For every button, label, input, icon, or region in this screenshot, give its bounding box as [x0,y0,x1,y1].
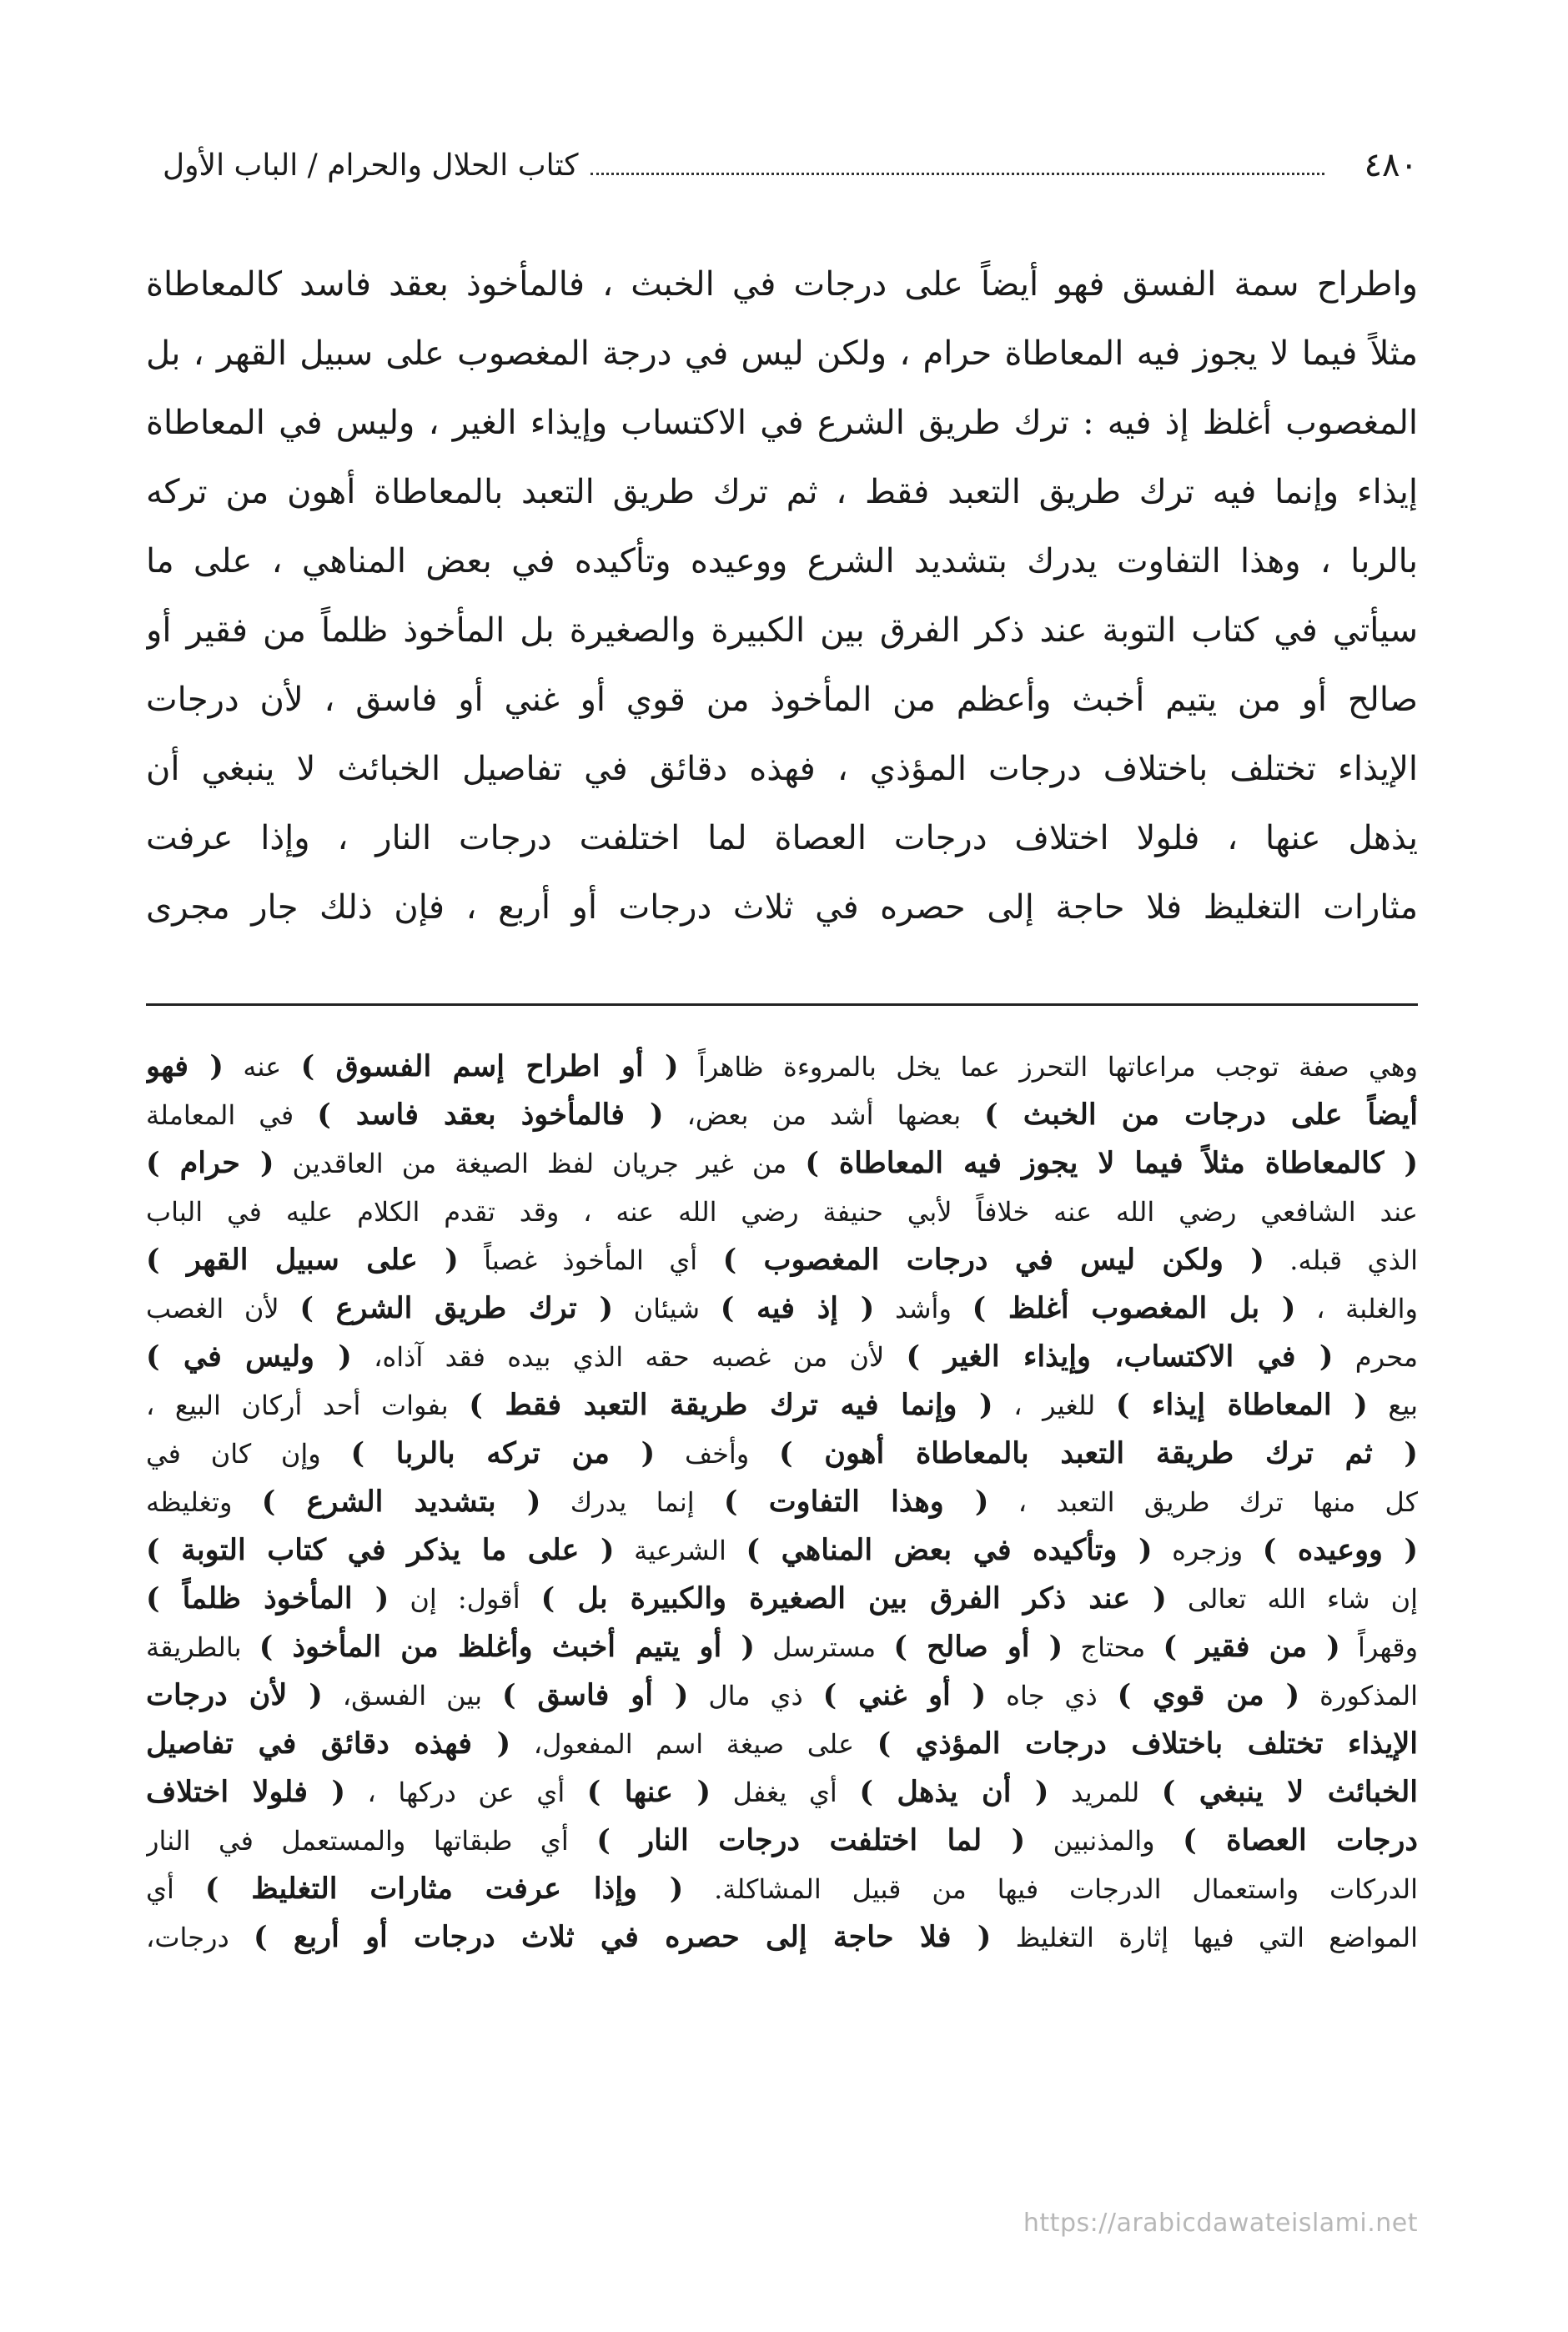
quoted-matn-segment: ( حرام ) [146,1146,274,1180]
commentary-line [146,1139,1418,1188]
commentary-segment: عنه [223,1051,301,1083]
quoted-matn-segment: ( كالمعاطاة مثلاً فيما لا يجوز فيه المعاطاة ) [805,1146,1418,1180]
commentary-segment: بين الفسق، [322,1680,502,1711]
quoted-matn-segment: ( أن يذهل ) [859,1775,1049,1809]
commentary-segment: والغلبة ، [1295,1293,1418,1324]
main-text-line: مثارات التغليظ فلا حاجة إلى حصره في ثلاث درجات أو أربع ، فإن ذلك جار مجرى [146,888,1418,927]
commentary-line [146,1768,1418,1817]
commentary-segment: بيع [1367,1390,1418,1421]
commentary-segment: أي يغفل [711,1777,860,1808]
commentary-segment: لأن الغصب [146,1293,300,1324]
commentary-segment: أقول: إن [389,1583,541,1615]
commentary-line [146,1865,1418,1913]
commentary-segment: عند الشافعي رضي الله عنه خلافاً لأبي حنيفة رضي الله عنه ، وقد تقدم الكلام عليه في الباب [146,1196,1418,1228]
watermark-url: https://arabicdawateislami.net [1023,2209,1418,2238]
commentary-segment: الدركات واستعمال الدرجات فيها من قبيل المشاكلة. [683,1873,1418,1905]
quoted-matn-segment: ( وليس في ) [146,1339,352,1374]
dotted-leader [591,173,1324,175]
main-text-line: بالربا ، وهذا التفاوت يدرك بتشديد الشرع ووعيده وتأكيده في بعض المناهي ، على ما [146,542,1418,580]
commentary-segment: كل منها ترك طريق التعبد ، [988,1486,1418,1518]
commentary-segment: المذكورة [1299,1680,1418,1711]
quoted-matn-segment: ( وتأكيده في بعض المناهي ) [746,1533,1153,1567]
page-header [163,140,1418,190]
quoted-matn-segment: ( ووعيده ) [1262,1533,1418,1567]
commentary-segment: أي طبقاتها والمستعمل في النار [146,1825,597,1857]
commentary-segment: على صيغة اسم المفعول، [510,1728,877,1760]
quoted-matn-segment: ( أو فاسق ) [501,1678,689,1712]
quoted-matn-segment: ( على ما يذكر في كتاب التوبة ) [146,1533,615,1567]
main-text-line: المغصوب أغلظ إذ فيه : ترك طريق الشرع في الاكتساب وإيذاء الغير ، وليس في المعاطاة [146,404,1418,442]
quoted-matn-segment: ( من تركه بالربا ) [350,1436,656,1470]
footnote-separator [146,1003,1418,1006]
commentary-segment: وقهراً [1339,1631,1418,1663]
quoted-matn-segment: ( وهذا التفاوت ) [723,1485,989,1519]
commentary-segment: والمذنبين [1025,1825,1184,1857]
commentary-segment: بالطريقة [146,1631,259,1663]
commentary-line [146,1333,1418,1381]
commentary-segment: لأن من غصبه حقه الذي بيده فقد آذاه، [351,1341,907,1373]
main-text-line: إيذاء وإنما فيه ترك طريق التعبد فقط ، ثم ترك طريق التعبد بالمعاطاة أهون من تركه [146,473,1418,511]
commentary-line [146,1043,1418,1091]
commentary-segment: إنما يدرك [540,1486,724,1518]
commentary-segment: للمريد [1048,1777,1162,1808]
commentary-segment: من غير جريان لفظ الصيغة من العاقدين [274,1148,806,1179]
commentary-segment: وهي صفة توجب مراعاتها التحرز عما يخل بالمروءة ظاهراً [678,1051,1418,1083]
main-text-line: سيأتي في كتاب التوبة عند ذكر الفرق بين الكبيرة والصغيرة بل المأخوذ ظلماً من فقير أو [146,611,1418,650]
quoted-matn-segment: ( أو يتيم أخبث وأغلظ من المأخوذ ) [259,1630,755,1664]
commentary-segment: الشرعية [614,1535,746,1566]
commentary-text [146,1043,1418,1962]
quoted-matn-segment: ( فلولا اختلاف [146,1775,346,1809]
quoted-matn-segment: ( لما اختلفت درجات النار ) [596,1823,1026,1857]
commentary-segment: أي المأخوذ غصباً [458,1244,723,1276]
main-text [146,250,1418,942]
quoted-matn-segment: ( من فقير ) [1163,1630,1340,1664]
commentary-line [146,1430,1418,1478]
main-text-line: مثلاً فيما لا يجوز فيه المعاطاة حرام ، ولكن ليس في درجة المغصوب على سبيل القهر ، بل [146,334,1418,373]
commentary-line [146,1381,1418,1430]
quoted-matn-segment: ( بل المغصوب أغلظ ) [972,1291,1296,1325]
quoted-matn-segment: ( ولكن ليس في درجات المغصوب ) [722,1243,1264,1277]
commentary-line [146,1623,1418,1671]
main-text-line: صالح أو من يتيم أخبث وأعظم من المأخوذ من قوي أو غني أو فاسق ، لأن درجات [146,681,1418,719]
commentary-line [146,1284,1418,1333]
quoted-matn-segment: ( ترك طريق الشرع ) [299,1291,614,1325]
commentary-segment: المواضع التي فيها إثارة التغليظ [991,1922,1418,1953]
commentary-segment: للغير ، [993,1390,1116,1421]
commentary-segment: ذي مال [688,1680,823,1711]
running-title: كتاب الحلال والحرام / الباب الأول [163,148,579,183]
quoted-matn-segment: درجات العصاة ) [1183,1823,1418,1857]
page-number: ٤٨٠ [1364,146,1418,184]
quoted-matn-segment: ( من قوي ) [1117,1678,1300,1712]
quoted-matn-segment: ( في الاكتساب، وإيذاء الغير ) [906,1339,1334,1374]
commentary-segment: أي عن دركها ، [345,1777,587,1808]
commentary-segment: إن شاء الله تعالى [1166,1583,1418,1615]
commentary-segment: وإن كان في [146,1438,351,1470]
commentary-line [146,1720,1418,1768]
commentary-line [146,1817,1418,1865]
main-text-line: الإيذاء تختلف باختلاف درجات المؤذي ، فهذه دقائق في تفاصيل الخبائث لا ينبغي أن [146,750,1418,788]
commentary-segment: وتغليظه [146,1486,262,1518]
quoted-matn-segment: ( عنها ) [586,1775,711,1809]
quoted-matn-segment: ( على سبيل القهر ) [146,1243,459,1277]
quoted-matn-segment: ( فهو [146,1049,224,1083]
quoted-matn-segment: ( وإنما فيه ترك طريقة التعبد فقط ) [469,1388,993,1422]
commentary-line [146,1091,1418,1139]
commentary-line [146,1913,1418,1962]
quoted-matn-segment: ( أو غني ) [822,1678,987,1712]
quoted-matn-segment: ( فهذه دقائق في تفاصيل [146,1726,511,1761]
commentary-segment: بفوات أحد أركان البيع ، [146,1390,470,1421]
commentary-segment: مسترسل [754,1631,894,1663]
commentary-segment: أي [146,1873,205,1905]
commentary-segment: شيئان [613,1293,721,1324]
commentary-segment: محرم [1333,1341,1418,1373]
quoted-matn-segment: ( بتشديد الشرع ) [261,1485,541,1519]
commentary-segment: وزجره [1152,1535,1263,1566]
commentary-segment: بعضها أشد من بعض، [663,1099,985,1131]
commentary-line [146,1188,1418,1236]
commentary-segment: في المعاملة [146,1099,318,1131]
commentary-line [146,1575,1418,1623]
quoted-matn-segment: ( عند ذكر الفرق بين الصغيرة والكبيرة بل ) [540,1581,1167,1616]
quoted-matn-segment: ( ثم ترك طريقة التعبد بالمعاطاة أهون ) [778,1436,1418,1470]
quoted-matn-segment: ( إذ فيه ) [720,1291,875,1325]
commentary-line [146,1671,1418,1720]
quoted-matn-segment: ( المأخوذ ظلماً ) [146,1581,389,1616]
quoted-matn-segment: ( فلا حاجة إلى حصره في ثلاث درجات أو أربع ) [253,1920,992,1954]
commentary-segment: الذي قبله. [1264,1244,1418,1276]
commentary-segment: ذي جاه [986,1680,1118,1711]
quoted-matn-segment: ( أو صالح ) [893,1630,1063,1664]
quoted-matn-segment: أيضاً على درجات من الخبث ) [984,1098,1418,1132]
quoted-matn-segment: ( وإذا عرفت مثارات التغليظ ) [204,1872,684,1906]
commentary-line [146,1236,1418,1284]
quoted-matn-segment: ( فالمأخوذ بعقد فاسد ) [317,1098,664,1132]
quoted-matn-segment: الخبائث لا ينبغي ) [1161,1775,1418,1809]
commentary-line [146,1478,1418,1526]
main-text-line: واطراح سمة الفسق فهو أيضاً على درجات في الخبث ، فالمأخوذ بعقد فاسد كالمعاطاة [146,265,1418,304]
commentary-segment: درجات، [146,1922,254,1953]
quoted-matn-segment: ( أو اطراح إسم الفسوق ) [300,1049,679,1083]
commentary-line [146,1526,1418,1575]
quoted-matn-segment: ( المعاطاة إيذاء ) [1115,1388,1368,1422]
main-text-line: يذهل عنها ، فلولا اختلاف درجات العصاة لما اختلفت درجات النار ، وإذا عرفت [146,819,1418,857]
quoted-matn-segment: الإيذاء تختلف باختلاف درجات المؤذي ) [877,1726,1418,1761]
commentary-segment: وأخف [655,1438,779,1470]
commentary-segment: محتاج [1063,1631,1163,1663]
commentary-segment: وأشد [874,1293,972,1324]
quoted-matn-segment: ( لأن درجات [146,1678,323,1712]
